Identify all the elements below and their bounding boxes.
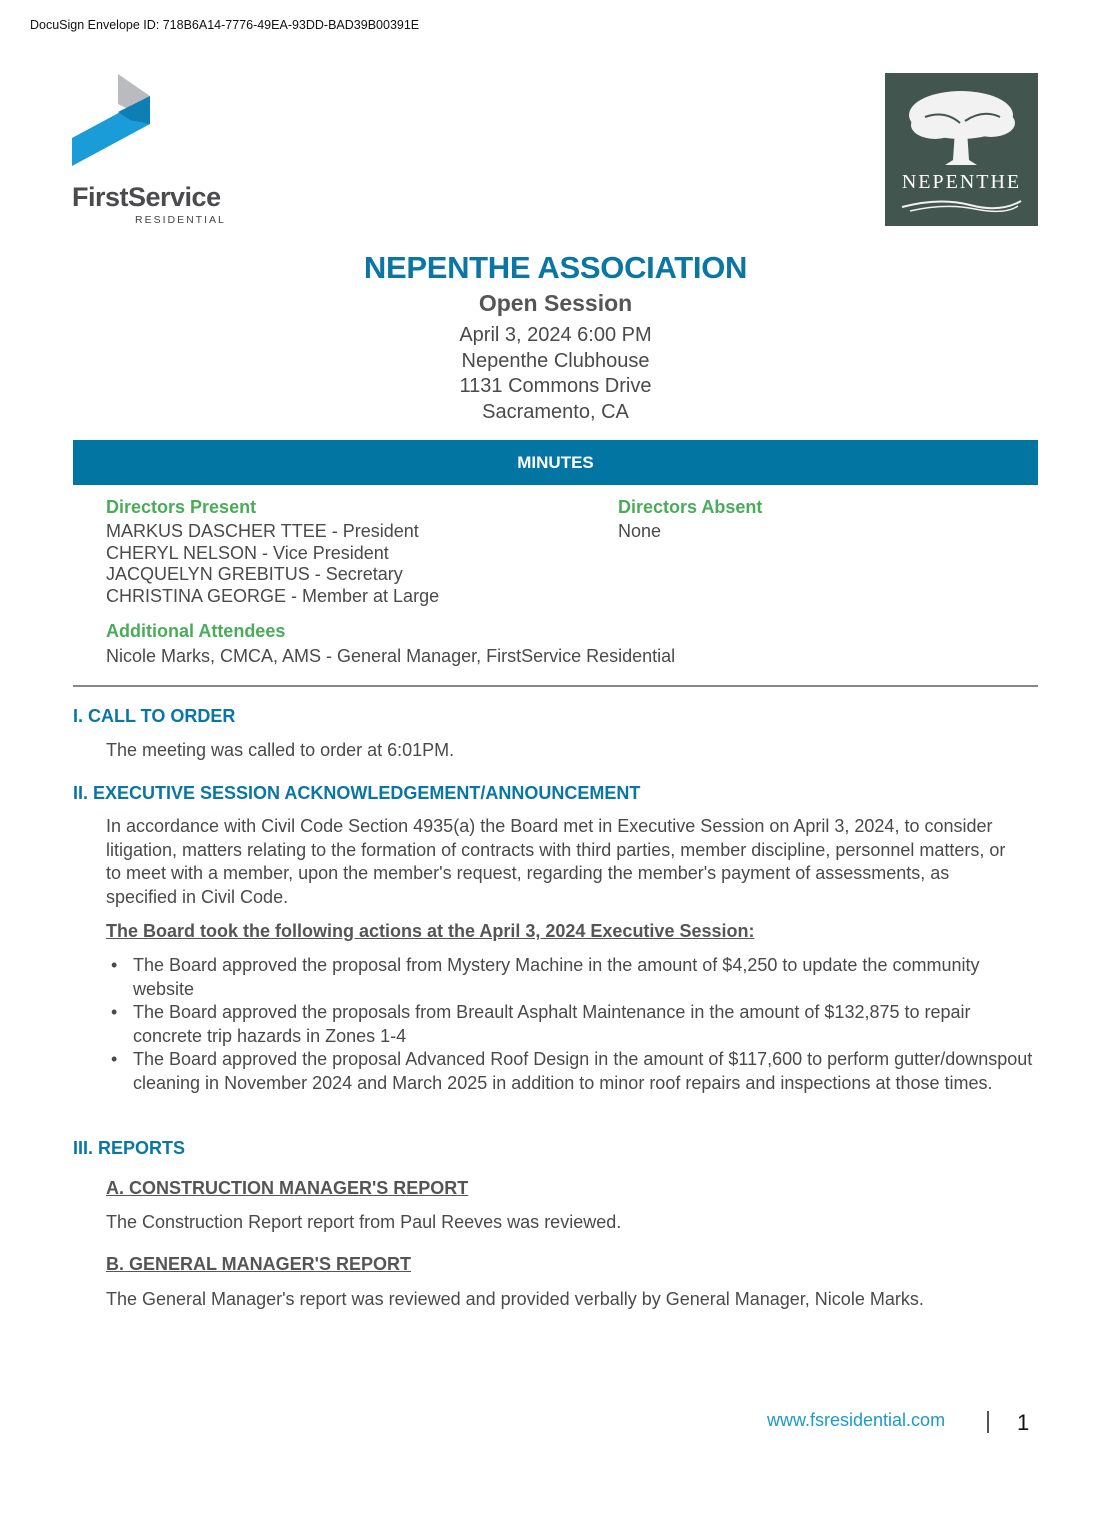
executive-actions-heading: The Board took the following actions at the April 3, 2024 Executive Session: bbox=[106, 921, 755, 941]
bullet-icon: • bbox=[111, 955, 118, 975]
call-to-order-heading: I. CALL TO ORDER bbox=[73, 706, 236, 726]
section-divider bbox=[73, 685, 1038, 687]
additional-attendees-heading: Additional Attendees bbox=[106, 621, 286, 641]
executive-session-text: In accordance with Civil Code Section 4935(a) the Board met in Executive Session on April 3, 2024, to consider litigation, matters relating to the formation of contracts with third parties, member discipline, personnel matters, or to meet with a member, upon the member's request, regarding the member's payment of assessments, as specified in Civil Code. bbox=[106, 816, 1006, 907]
docusign-envelope-id: DocuSign Envelope ID: 718B6A14-7776-49EA-93DD-BAD39B00391E bbox=[30, 18, 420, 32]
document-header bbox=[0, 250, 1111, 425]
executive-actions-list bbox=[106, 954, 1033, 1095]
bullet-icon: • bbox=[111, 1049, 118, 1069]
directors-absent-heading: Directors Absent bbox=[618, 497, 763, 517]
gm-report-text: The General Manager's report was reviewed and provided verbally by General Manager, Nicole Marks. bbox=[106, 1289, 924, 1309]
director-entry: CHERYL NELSON - Vice President bbox=[106, 542, 389, 563]
nepenthe-wordmark: NEPENTHE bbox=[901, 171, 1022, 193]
meeting-date: April 3, 2024 6:00 PM bbox=[459, 324, 652, 346]
oak-tree-icon bbox=[905, 85, 1018, 170]
meeting-location: Nepenthe Clubhouse bbox=[461, 349, 650, 372]
additional-attendees bbox=[106, 621, 675, 668]
attendee-entry: Nicole Marks, CMCA, AMS - General Manager, FirstService Residential bbox=[106, 646, 676, 666]
construction-report-text: The Construction Report report from Paul Reeves was reviewed. bbox=[106, 1212, 622, 1232]
minutes-banner: MINUTES bbox=[73, 440, 1038, 485]
firstservice-wordmark: FirstService bbox=[72, 182, 221, 212]
list-item bbox=[111, 954, 1033, 1001]
page-number: 1 bbox=[1017, 1410, 1030, 1435]
gm-report-heading: B. GENERAL MANAGER'S REPORT bbox=[106, 1254, 411, 1274]
director-entry: JACQUELYN GREBITUS - Secretary bbox=[106, 564, 403, 585]
construction-report-heading: A. CONSTRUCTION MANAGER'S REPORT bbox=[106, 1178, 469, 1198]
firstservice-subtext: RESIDENTIAL bbox=[135, 214, 226, 226]
call-to-order-text: The meeting was called to order at 6:01PM. bbox=[106, 740, 455, 760]
directors-absent bbox=[618, 497, 762, 543]
firstservice-chevron-icon bbox=[72, 74, 152, 166]
executive-session-heading: II. EXECUTIVE SESSION ACKNOWLEDGEMENT/ANNOUNCEMENT bbox=[73, 783, 641, 803]
action-text: The Board approved the proposal from Mystery Machine in the amount of $4,250 to update the community website bbox=[133, 955, 980, 999]
action-text: The Board approved the proposal Advanced Roof Design in the amount of $117,600 to perform gutter/downspout cleaning in November 2024 and March 2025 in addition to minor roof repairs and inspections at those times. bbox=[133, 1049, 1033, 1093]
bullet-icon: • bbox=[111, 1002, 118, 1022]
absent-entry: None bbox=[618, 521, 662, 541]
session-type: Open Session bbox=[478, 290, 633, 316]
meeting-city: Sacramento, CA bbox=[482, 400, 629, 423]
directors-present bbox=[106, 497, 439, 608]
reports-heading: III. REPORTS bbox=[73, 1138, 186, 1158]
director-entry: CHRISTINA GEORGE - Member at Large bbox=[106, 586, 440, 607]
action-text: The Board approved the proposals from Breault Asphalt Maintenance in the amount of $132,875 to repair concrete trip hazards in Zones 1-4 bbox=[133, 1002, 971, 1046]
footer-separator bbox=[987, 1411, 989, 1433]
water-wave-icon bbox=[900, 197, 1023, 213]
page-title: NEPENTHE ASSOCIATION bbox=[363, 250, 748, 285]
meeting-address: 1131 Commons Drive bbox=[459, 375, 652, 397]
list-item bbox=[111, 1001, 1033, 1048]
list-item bbox=[111, 1048, 1033, 1095]
director-entry: MARKUS DASCHER TTEE - President bbox=[106, 521, 419, 541]
footer-website-link[interactable]: www.fsresidential.com bbox=[767, 1410, 946, 1430]
directors-present-heading: Directors Present bbox=[106, 497, 257, 517]
nepenthe-logo bbox=[885, 73, 1038, 226]
